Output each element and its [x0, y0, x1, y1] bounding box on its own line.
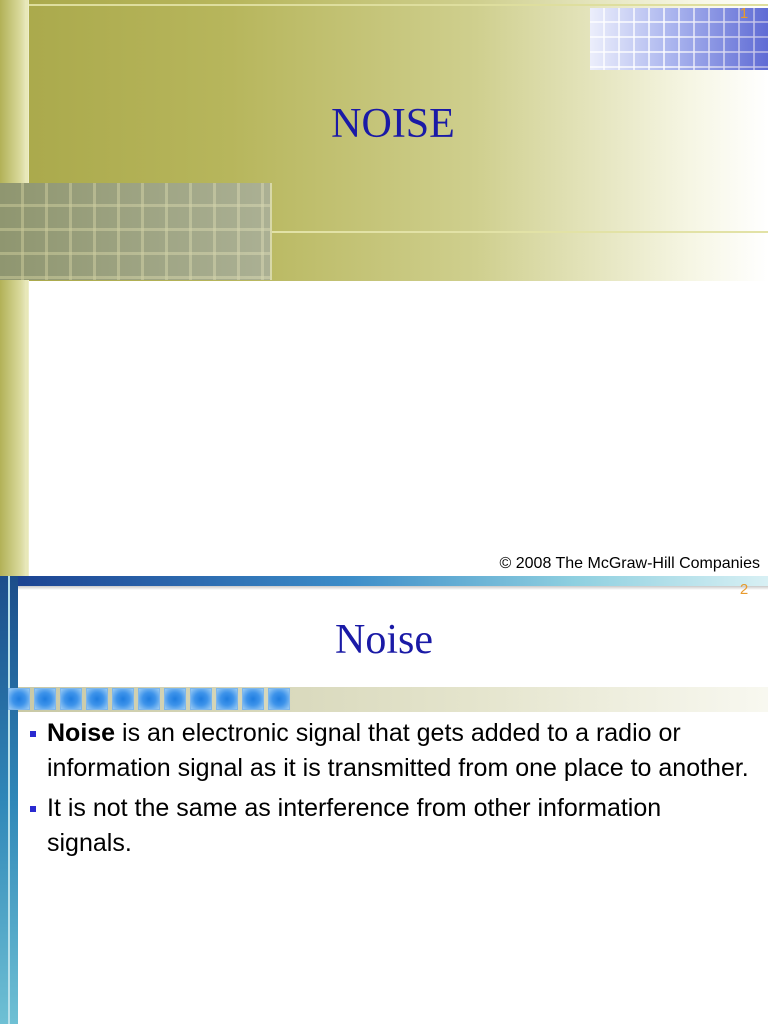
bullet-text: It is not the same as interference from other information signals. — [47, 794, 662, 857]
square-icon — [216, 688, 238, 710]
bullet-list — [22, 716, 752, 866]
square-icon — [112, 688, 134, 710]
square-icon — [8, 688, 30, 710]
decorative-squares — [8, 688, 294, 710]
square-icon — [34, 688, 56, 710]
bullet-icon — [30, 731, 36, 737]
bullet-icon — [30, 806, 36, 812]
square-icon — [164, 688, 186, 710]
list-item — [22, 716, 752, 786]
top-bar — [0, 576, 768, 586]
page-number: 2 — [739, 581, 749, 598]
bullet-text: is an electronic signal that gets added to a radio or information signal as it is transmitted from one place to another. — [47, 719, 749, 782]
square-icon — [242, 688, 264, 710]
frame-shadow — [18, 586, 768, 590]
slide-title: Noise — [335, 617, 433, 663]
decorative-line — [0, 4, 768, 6]
bullet-bold-term: Noise — [47, 719, 116, 747]
square-icon — [86, 688, 108, 710]
slide-2 — [0, 576, 768, 1024]
decorative-grid — [0, 183, 272, 280]
copyright-text: © 2008 The McGraw-Hill Companies — [499, 555, 760, 572]
square-icon — [190, 688, 212, 710]
page-number: 1 — [739, 5, 749, 22]
slide-title: NOISE — [331, 101, 455, 147]
square-icon — [60, 688, 82, 710]
square-icon — [268, 688, 290, 710]
square-icon — [138, 688, 160, 710]
decorative-line — [25, 0, 28, 576]
list-item — [22, 791, 752, 861]
